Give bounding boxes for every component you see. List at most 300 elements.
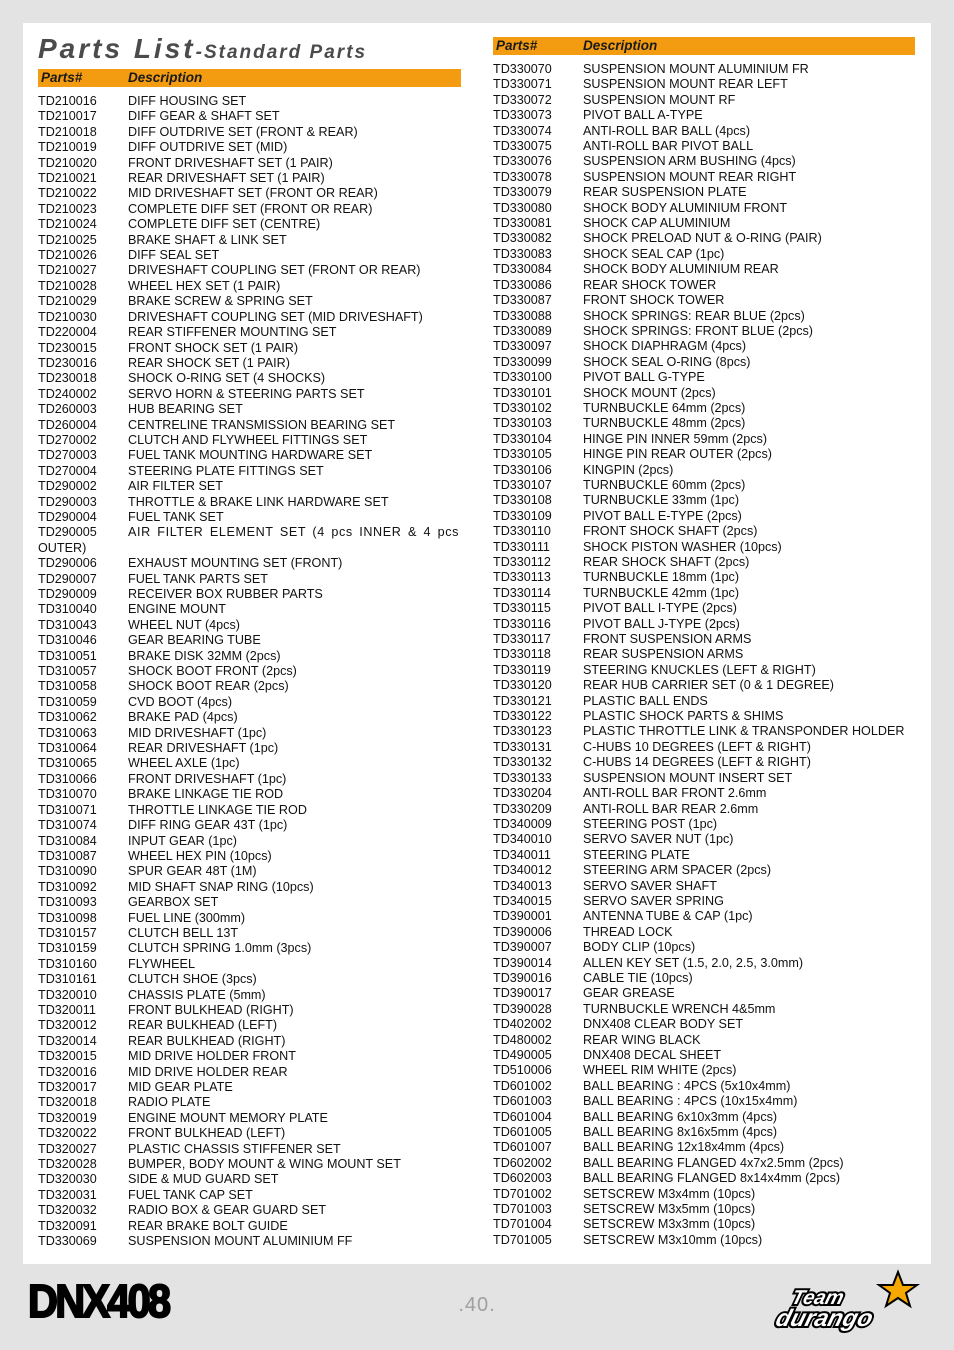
right-column — [493, 37, 915, 1248]
part-description: TURNBUCKLE 33mm (1pc) — [583, 493, 740, 508]
part-number: TD320015 — [38, 1049, 97, 1064]
part-number: TD310046 — [38, 633, 97, 648]
part-row — [493, 478, 915, 493]
part-row — [38, 602, 461, 617]
part-number: TD220004 — [38, 325, 97, 340]
part-number: TD310057 — [38, 664, 97, 679]
part-row — [38, 325, 461, 340]
part-description: SHOCK PRELOAD NUT & O-RING (PAIR) — [583, 231, 822, 246]
part-description: FRONT SHOCK SET (1 PAIR) — [128, 340, 299, 355]
part-row — [493, 355, 915, 370]
part-description: ANTI-ROLL BAR FRONT 2.6mm — [583, 786, 767, 801]
part-description: CENTRELINE TRANSMISSION BEARING SET — [128, 417, 396, 432]
part-row — [493, 570, 915, 585]
part-row — [38, 1003, 461, 1018]
part-description: TURNBUCKLE 42mm (1pc) — [583, 585, 740, 600]
part-row — [38, 1172, 461, 1187]
part-description: TURNBUCKLE 60mm (2pcs) — [583, 477, 746, 492]
part-description: DIFF OUTDRIVE SET (FRONT & REAR) — [128, 124, 358, 139]
part-row — [38, 649, 461, 664]
part-description: ENGINE MOUNT MEMORY PLATE — [128, 1110, 328, 1125]
part-number: TD390017 — [493, 986, 552, 1001]
part-number: TD310161 — [38, 972, 97, 987]
part-row — [38, 618, 461, 633]
part-description: SHOCK CAP ALUMINIUM — [583, 216, 731, 231]
part-number: TD310051 — [38, 648, 97, 663]
part-number: TD330113 — [493, 570, 551, 585]
part-description: ANTENNA TUBE & CAP (1pc) — [583, 909, 753, 924]
part-description: BRAKE DISK 32MM (2pcs) — [128, 648, 281, 663]
part-description: CVD BOOT (4pcs) — [128, 694, 233, 709]
part-number: TD330073 — [493, 108, 552, 123]
part-description: STEERING POST (1pc) — [583, 816, 718, 831]
part-number: TD601002 — [493, 1078, 552, 1093]
part-row — [38, 1080, 461, 1095]
part-row — [493, 386, 915, 401]
part-row — [493, 62, 915, 77]
part-number: TD310157 — [38, 925, 97, 940]
part-description: SETSCREW M3x3mm (10pcs) — [583, 1217, 756, 1232]
part-row — [38, 587, 461, 602]
part-row — [493, 663, 915, 678]
part-row — [493, 170, 915, 185]
part-row — [38, 679, 461, 694]
part-row — [493, 540, 915, 555]
part-number: TD320019 — [38, 1110, 97, 1125]
part-number: TD210026 — [38, 248, 97, 263]
part-number: TD330107 — [493, 477, 552, 492]
part-description: MID GEAR PLATE — [128, 1080, 233, 1095]
part-number: TD210029 — [38, 294, 97, 309]
part-number: TD320032 — [38, 1203, 97, 1218]
part-number: TD602003 — [493, 1171, 552, 1186]
part-number: TD310043 — [38, 617, 97, 632]
part-number: TD270002 — [38, 432, 97, 447]
header-part-number: Parts# — [496, 38, 538, 53]
part-row — [38, 171, 461, 186]
part-row — [493, 1017, 915, 1032]
part-row — [493, 1125, 915, 1140]
parts-list-right — [493, 62, 915, 1248]
part-description: REAR DRIVESHAFT SET (1 PAIR) — [128, 171, 325, 186]
part-number: TD270003 — [38, 448, 97, 463]
part-number: TD310071 — [38, 802, 97, 817]
part-number: TD330083 — [493, 246, 552, 261]
part-row — [493, 802, 915, 817]
part-description: SHOCK BODY ALUMINIUM REAR — [583, 262, 779, 277]
part-number: TD320011 — [38, 1002, 96, 1017]
part-row — [493, 1033, 915, 1048]
part-number: TD330071 — [493, 77, 552, 92]
part-description: SHOCK SPRINGS: FRONT BLUE (2pcs) — [583, 323, 813, 338]
part-number: TD310084 — [38, 833, 97, 848]
part-description: FRONT SUSPENSION ARMS — [583, 632, 752, 647]
part-row — [38, 695, 461, 710]
part-number: TD310087 — [38, 848, 97, 863]
part-description: BALL BEARING 12x18x4mm (4pcs) — [583, 1140, 785, 1155]
part-description: SIDE & MUD GUARD SET — [128, 1172, 279, 1187]
part-row — [493, 416, 915, 431]
part-row — [38, 202, 461, 217]
part-description: REAR WING BLACK — [583, 1032, 701, 1047]
part-number: TD210030 — [38, 309, 97, 324]
part-number: TD290006 — [38, 556, 97, 571]
part-description: SUSPENSION MOUNT ALUMINIUM FF — [128, 1234, 353, 1249]
part-description: PLASTIC BALL ENDS — [583, 693, 708, 708]
part-description: REAR SHOCK SET (1 PAIR) — [128, 355, 290, 370]
part-description: REAR DRIVESHAFT (1pc) — [128, 741, 279, 756]
part-description: REAR SHOCK SHAFT (2pcs) — [583, 555, 750, 569]
part-description: SPUR GEAR 48T (1M) — [128, 864, 257, 879]
part-description: DRIVESHAFT COUPLING SET (FRONT OR REAR) — [128, 263, 421, 278]
part-number: TD230018 — [38, 371, 97, 386]
part-number: TD330084 — [493, 262, 552, 277]
part-description: KINGPIN (2pcs) — [583, 462, 674, 477]
part-number: TD320014 — [38, 1033, 97, 1048]
part-row — [38, 94, 461, 109]
part-description: THREAD LOCK — [583, 924, 673, 939]
part-number: TD290004 — [38, 509, 97, 524]
part-row — [38, 572, 461, 587]
part-row — [38, 895, 461, 910]
part-number: TD330069 — [38, 1234, 97, 1249]
part-description: REAR HUB CARRIER SET (0 & 1 DEGREE) — [583, 678, 834, 693]
part-description: COMPLETE DIFF SET (FRONT OR REAR) — [128, 201, 373, 216]
part-row — [38, 818, 461, 833]
part-row — [493, 601, 915, 616]
part-number: TD290009 — [38, 587, 97, 602]
part-description: SHOCK MOUNT (2pcs) — [583, 385, 716, 400]
part-description: SUSPENSION MOUNT ALUMINIUM FR — [583, 62, 809, 76]
part-row — [38, 217, 461, 232]
part-row — [38, 448, 461, 463]
part-description: DIFF HOUSING SET — [128, 94, 247, 108]
part-row — [493, 555, 915, 570]
part-number: TD330078 — [493, 169, 552, 184]
part-number: TD330108 — [493, 493, 552, 508]
team-durango-logo — [770, 1268, 935, 1340]
part-number: TD330204 — [493, 786, 552, 801]
part-number: TD330072 — [493, 92, 552, 107]
part-number: TD330132 — [493, 755, 552, 770]
part-number: TD320012 — [38, 1018, 97, 1033]
part-description: RADIO PLATE — [128, 1095, 211, 1110]
part-row — [493, 956, 915, 971]
part-description: DIFF SEAL SET — [128, 248, 220, 263]
part-row — [38, 510, 461, 525]
part-row — [38, 710, 461, 725]
part-number: TD330110 — [493, 524, 551, 539]
part-description: PLASTIC THROTTLE LINK & TRANSPONDER HOLDER — [583, 724, 905, 739]
part-number: TD330079 — [493, 185, 552, 200]
part-description: SETSCREW M3x4mm (10pcs) — [583, 1186, 756, 1201]
part-row — [38, 495, 461, 510]
part-description: SERVO SAVER NUT (1pc) — [583, 832, 734, 847]
part-row — [493, 185, 915, 200]
part-description: FUEL TANK PARTS SET — [128, 571, 268, 586]
part-description: BALL BEARING : 4PCS (5x10x4mm) — [583, 1078, 791, 1093]
part-number: TD402002 — [493, 1017, 552, 1032]
part-description: ANTI-ROLL BAR REAR 2.6mm — [583, 801, 759, 816]
part-row — [38, 957, 461, 972]
part-row — [493, 1171, 915, 1186]
part-number: TD290002 — [38, 479, 97, 494]
part-number: TD330111 — [493, 539, 550, 554]
part-row — [493, 617, 915, 632]
part-description: REAR BULKHEAD (RIGHT) — [128, 1033, 286, 1048]
part-description-continued: OUTER) — [38, 540, 87, 555]
part-row — [38, 1188, 461, 1203]
part-number: TD330082 — [493, 231, 552, 246]
part-description: PIVOT BALL I-TYPE (2pcs) — [583, 601, 737, 616]
part-row — [38, 1034, 461, 1049]
part-row — [38, 941, 461, 956]
part-description: DIFF RING GEAR 43T (1pc) — [128, 818, 288, 833]
part-description: WHEEL HEX PIN (10pcs) — [128, 848, 272, 863]
part-description: BRAKE SHAFT & LINK SET — [128, 232, 287, 247]
part-number: TD310040 — [38, 602, 97, 617]
part-number: TD320031 — [38, 1187, 97, 1202]
part-number: TD310066 — [38, 771, 97, 786]
part-description: FRONT DRIVESHAFT SET (1 PAIR) — [128, 155, 333, 170]
part-description: HINGE PIN REAR OUTER (2pcs) — [583, 447, 772, 462]
part-row — [493, 262, 915, 277]
part-number: TD510006 — [493, 1063, 552, 1078]
part-number: TD210027 — [38, 263, 97, 278]
part-number: TD330105 — [493, 447, 552, 462]
part-description: TURNBUCKLE 64mm (2pcs) — [583, 400, 746, 415]
part-number: TD390014 — [493, 955, 552, 970]
part-row — [38, 464, 461, 479]
part-description: BUMPER, BODY MOUNT & WING MOUNT SET — [128, 1157, 401, 1172]
part-description: STEERING PLATE FITTINGS SET — [128, 463, 324, 478]
part-description: SHOCK BODY ALUMINIUM FRONT — [583, 200, 788, 215]
part-number: TD330133 — [493, 770, 552, 785]
part-number: TD330131 — [493, 739, 552, 754]
part-description: BODY CLIP (10pcs) — [583, 940, 696, 955]
part-row — [493, 1063, 915, 1078]
part-description: SUSPENSION ARM BUSHING (4pcs) — [583, 154, 796, 169]
part-description: PIVOT BALL E-TYPE (2pcs) — [583, 508, 742, 523]
part-row — [493, 108, 915, 123]
part-row — [38, 1142, 461, 1157]
part-row — [38, 186, 461, 201]
part-row — [493, 894, 915, 909]
part-description: COMPLETE DIFF SET (CENTRE) — [128, 217, 321, 232]
part-row — [38, 294, 461, 309]
part-number: TD320030 — [38, 1172, 97, 1187]
part-number: TD701004 — [493, 1217, 552, 1232]
part-number: TD320017 — [38, 1080, 97, 1095]
part-description: ANTI-ROLL BAR BALL (4pcs) — [583, 123, 751, 138]
part-row — [38, 772, 461, 787]
part-row — [493, 509, 915, 524]
part-row — [38, 972, 461, 987]
part-row — [493, 524, 915, 539]
header-description: Description — [583, 38, 658, 53]
part-number: TD330070 — [493, 62, 552, 76]
part-number: TD330104 — [493, 431, 552, 446]
part-description: INPUT GEAR (1pc) — [128, 833, 237, 848]
part-number: TD320010 — [38, 987, 97, 1002]
part-number: TD330116 — [493, 616, 551, 631]
part-row — [493, 771, 915, 786]
part-description: C-HUBS 10 DEGREES (LEFT & RIGHT) — [583, 739, 811, 754]
part-description: STEERING KNUCKLES (LEFT & RIGHT) — [583, 662, 816, 677]
part-row — [38, 556, 461, 571]
part-number: TD490005 — [493, 1048, 552, 1062]
part-row — [493, 647, 915, 662]
part-number: TD210024 — [38, 217, 97, 232]
part-row — [38, 479, 461, 494]
part-description: MID DRIVE HOLDER REAR — [128, 1064, 288, 1079]
part-description: BALL BEARING FLANGED 8x14x4mm (2pcs) — [583, 1171, 841, 1186]
part-description: BALL BEARING FLANGED 4x7x2.5mm (2pcs) — [583, 1155, 844, 1170]
page-number: .40. — [458, 1294, 496, 1316]
part-description: REAR SUSPENSION ARMS — [583, 647, 744, 662]
part-number: TD330087 — [493, 293, 552, 308]
part-row — [493, 1079, 915, 1094]
part-description: SUSPENSION MOUNT INSERT SET — [583, 770, 793, 785]
part-row — [493, 1233, 915, 1248]
part-number: TD210028 — [38, 278, 97, 293]
part-number: TD290007 — [38, 571, 97, 586]
part-number: TD210019 — [38, 140, 97, 155]
part-row — [493, 447, 915, 462]
column-header — [38, 69, 461, 87]
part-description: FLYWHEEL — [128, 956, 195, 971]
title-sub: Standard Parts — [203, 42, 368, 63]
part-description: TURNBUCKLE WRENCH 4&5mm — [583, 1001, 776, 1016]
part-row — [493, 848, 915, 863]
part-row — [493, 971, 915, 986]
part-row — [493, 278, 915, 293]
part-row — [38, 263, 461, 278]
part-description: GEAR BEARING TUBE — [128, 633, 261, 648]
part-description: ENGINE MOUNT — [128, 602, 226, 617]
part-number: TD390001 — [493, 909, 552, 924]
part-number: TD290003 — [38, 494, 97, 509]
part-number: TD330122 — [493, 709, 552, 724]
part-row — [38, 356, 461, 371]
part-row — [493, 925, 915, 940]
part-description: REAR SUSPENSION PLATE — [583, 185, 747, 200]
part-row — [38, 926, 461, 941]
part-description: SETSCREW M3x10mm (10pcs) — [583, 1232, 763, 1247]
part-number: TD601007 — [493, 1140, 552, 1155]
part-row — [493, 432, 915, 447]
part-description: REAR BRAKE BOLT GUIDE — [128, 1218, 288, 1233]
part-description: FRONT DRIVESHAFT (1pc) — [128, 771, 287, 786]
part-row — [38, 109, 461, 124]
part-number: TD330112 — [493, 555, 551, 569]
part-description: CLUTCH AND FLYWHEEL FITTINGS SET — [128, 432, 368, 447]
part-number: TD310074 — [38, 818, 97, 833]
part-row — [493, 1217, 915, 1232]
part-row — [493, 324, 915, 339]
part-description: BALL BEARING 6x10x3mm (4pcs) — [583, 1109, 778, 1124]
part-number: TD330118 — [493, 647, 551, 662]
part-number: TD701003 — [493, 1202, 552, 1217]
part-number: TD480002 — [493, 1032, 552, 1047]
part-row — [493, 740, 915, 755]
part-description: SUSPENSION MOUNT RF — [583, 92, 736, 107]
part-description: GEAR GREASE — [583, 986, 675, 1001]
part-description: SUSPENSION MOUNT REAR LEFT — [583, 77, 788, 92]
part-row — [38, 341, 461, 356]
part-number: TD210020 — [38, 155, 97, 170]
part-row — [38, 125, 461, 140]
part-row — [493, 370, 915, 385]
part-number: TD330109 — [493, 508, 552, 523]
part-row — [493, 724, 915, 739]
part-row — [493, 493, 915, 508]
part-description: FRONT SHOCK SHAFT (2pcs) — [583, 524, 758, 539]
part-number: TD330115 — [493, 601, 551, 616]
part-description: MID DRIVE HOLDER FRONT — [128, 1049, 296, 1064]
part-description: CABLE TIE (10pcs) — [583, 970, 693, 985]
part-row — [38, 756, 461, 771]
part-description: WHEEL NUT (4pcs) — [128, 617, 240, 632]
part-description: BALL BEARING 8x16x5mm (4pcs) — [583, 1125, 778, 1140]
part-description: C-HUBS 14 DEGREES (LEFT & RIGHT) — [583, 755, 811, 770]
part-description: MID SHAFT SNAP RING (10pcs) — [128, 879, 314, 894]
part-row — [38, 371, 461, 386]
part-row — [38, 726, 461, 741]
part-row — [493, 1002, 915, 1017]
part-row — [38, 988, 461, 1003]
part-number: TD330209 — [493, 801, 552, 816]
part-row — [493, 632, 915, 647]
part-number: TD310063 — [38, 725, 97, 740]
part-description: BRAKE PAD (4pcs) — [128, 710, 238, 725]
part-number: TD330103 — [493, 416, 552, 431]
part-description: BALL BEARING : 4PCS (10x15x4mm) — [583, 1094, 798, 1109]
part-description: WHEEL RIM WHITE (2pcs) — [583, 1063, 737, 1078]
part-number: TD340009 — [493, 816, 552, 831]
part-description: THROTTLE & BRAKE LINK HARDWARE SET — [128, 494, 389, 509]
part-number: TD330099 — [493, 354, 552, 369]
part-number: TD390016 — [493, 970, 552, 985]
part-description: WHEEL HEX SET (1 PAIR) — [128, 278, 281, 293]
part-description: ANTI-ROLL BAR PIVOT BALL — [583, 139, 754, 154]
part-row — [38, 864, 461, 879]
part-description: PIVOT BALL J-TYPE (2pcs) — [583, 616, 740, 631]
part-number: TD320091 — [38, 1218, 97, 1233]
part-row — [493, 1140, 915, 1155]
part-row — [38, 387, 461, 402]
part-number: TD310159 — [38, 941, 97, 956]
column-header — [493, 37, 915, 55]
part-description: SHOCK O-RING SET (4 SHOCKS) — [128, 371, 326, 386]
part-description: EXHAUST MOUNTING SET (FRONT) — [128, 556, 343, 571]
part-description: FUEL TANK MOUNTING HARDWARE SET — [128, 448, 373, 463]
part-number: TD330123 — [493, 724, 552, 739]
part-description: SHOCK BOOT REAR (2pcs) — [128, 679, 289, 694]
part-row — [493, 832, 915, 847]
part-number: TD330097 — [493, 339, 552, 354]
part-description: BRAKE LINKAGE TIE ROD — [128, 787, 284, 802]
part-row — [38, 787, 461, 802]
part-description: MID DRIVESHAFT (1pc) — [128, 725, 267, 740]
part-description: CLUTCH SHOE (3pcs) — [128, 972, 257, 987]
part-number: TD330081 — [493, 216, 552, 231]
brand-bottom-text: durango — [772, 1305, 876, 1332]
parts-list-left — [38, 94, 461, 1249]
part-row — [493, 293, 915, 308]
part-number: TD390028 — [493, 1001, 552, 1016]
part-number: TD310058 — [38, 679, 97, 694]
